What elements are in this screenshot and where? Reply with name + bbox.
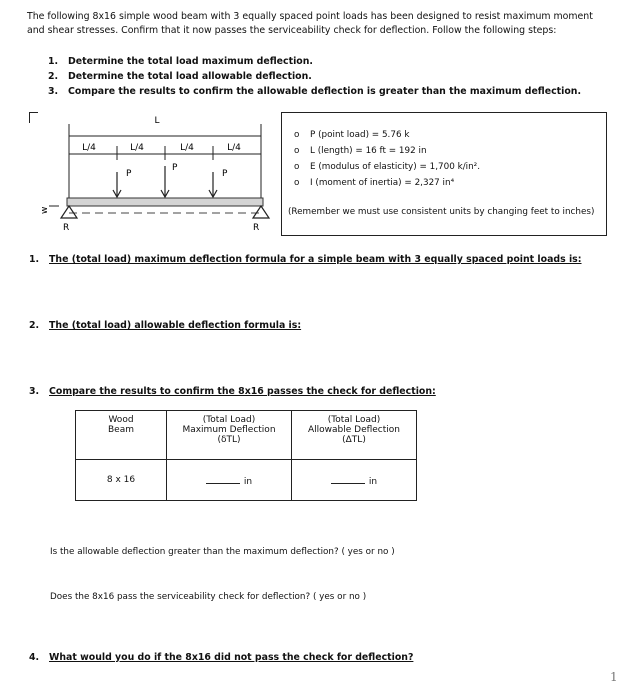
quarter-label: L/4 <box>130 143 144 153</box>
quarter-label: L/4 <box>82 143 96 153</box>
yes-no-question: Does the 8x16 pass the serviceability check for deflection? ( yes or no ) <box>50 592 367 602</box>
step-list <box>48 54 581 99</box>
quarter-label: L/4 <box>180 143 194 153</box>
header-cell-max-deflection: (Total Load) Maximum Deflection (δTL) <box>167 411 292 460</box>
load-label: P <box>172 163 178 173</box>
left-support <box>61 206 77 218</box>
units-note: (Remember we must use consistent units by changing feet to inches) <box>288 207 595 217</box>
cell-max-deflection[interactable]: in <box>167 460 292 501</box>
point-load-arrow <box>161 166 169 197</box>
step-item: 3. Compare the results to confirm the allowable deflection is greater than the maximum deflection. <box>48 86 582 97</box>
bullet-icon: o <box>294 146 300 156</box>
given-item: o I (moment of inertia) = 2,327 in⁴ <box>294 178 455 188</box>
question-2: 2. The (total load) allowable deflection formula is: <box>29 320 302 331</box>
right-support <box>253 206 269 218</box>
deflection-table <box>75 410 417 501</box>
point-load-arrow <box>209 172 217 197</box>
point-load-arrow <box>113 172 121 197</box>
table-header-row <box>76 411 417 460</box>
span-label: L <box>154 116 160 126</box>
given-values-box <box>281 112 607 236</box>
quarter-label: L/4 <box>227 143 241 153</box>
cell-allowable-deflection[interactable]: in <box>292 460 417 501</box>
step-item: 1. Determine the total load maximum deflection. <box>48 56 313 67</box>
load-label: P <box>126 169 132 179</box>
question-1: 1. The (total load) maximum deflection formula for a simple beam with 3 equally spaced point loads is: <box>29 254 582 265</box>
reaction-label-left: R <box>63 223 70 233</box>
bullet-icon: o <box>294 162 300 172</box>
beam <box>67 198 263 206</box>
bullet-icon: o <box>294 178 300 188</box>
table-row <box>76 460 417 501</box>
page-number: 1 <box>610 670 618 684</box>
cell-beam-size: 8 x 16 <box>76 460 167 501</box>
step-item: 2. Determine the total load allowable deflection. <box>48 71 312 82</box>
w-label: w <box>40 206 50 214</box>
reaction-label-right: R <box>253 223 260 233</box>
given-item: o E (modulus of elasticity) = 1,700 k/in². <box>294 162 481 172</box>
intro-paragraph: The following 8x16 simple wood beam with 3 equally spaced point loads has been designed to resist maximum moment and shear stresses. Confirm that it now passes the serviceability check for deflection. Follow the following steps: <box>27 11 593 36</box>
header-cell-beam: Wood Beam <box>76 411 167 460</box>
question-3: 3. Compare the results to confirm the 8x16 passes the check for deflection: <box>29 386 436 397</box>
given-item: o P (point load) = 5.76 k <box>294 130 410 140</box>
given-item: o L (length) = 16 ft = 192 in <box>294 146 427 156</box>
answer-blank[interactable] <box>206 474 240 484</box>
beam-diagram <box>29 110 281 236</box>
answer-blank[interactable] <box>331 474 365 484</box>
question-4: 4. What would you do if the 8x16 did not pass the check for deflection? <box>29 652 414 663</box>
header-cell-allowable-deflection: (Total Load) Allowable Deflection (ΔTL) <box>292 411 417 460</box>
bullet-icon: o <box>294 130 300 140</box>
yes-no-question: Is the allowable deflection greater than the maximum deflection? ( yes or no ) <box>50 547 395 557</box>
load-label: P <box>222 169 228 179</box>
